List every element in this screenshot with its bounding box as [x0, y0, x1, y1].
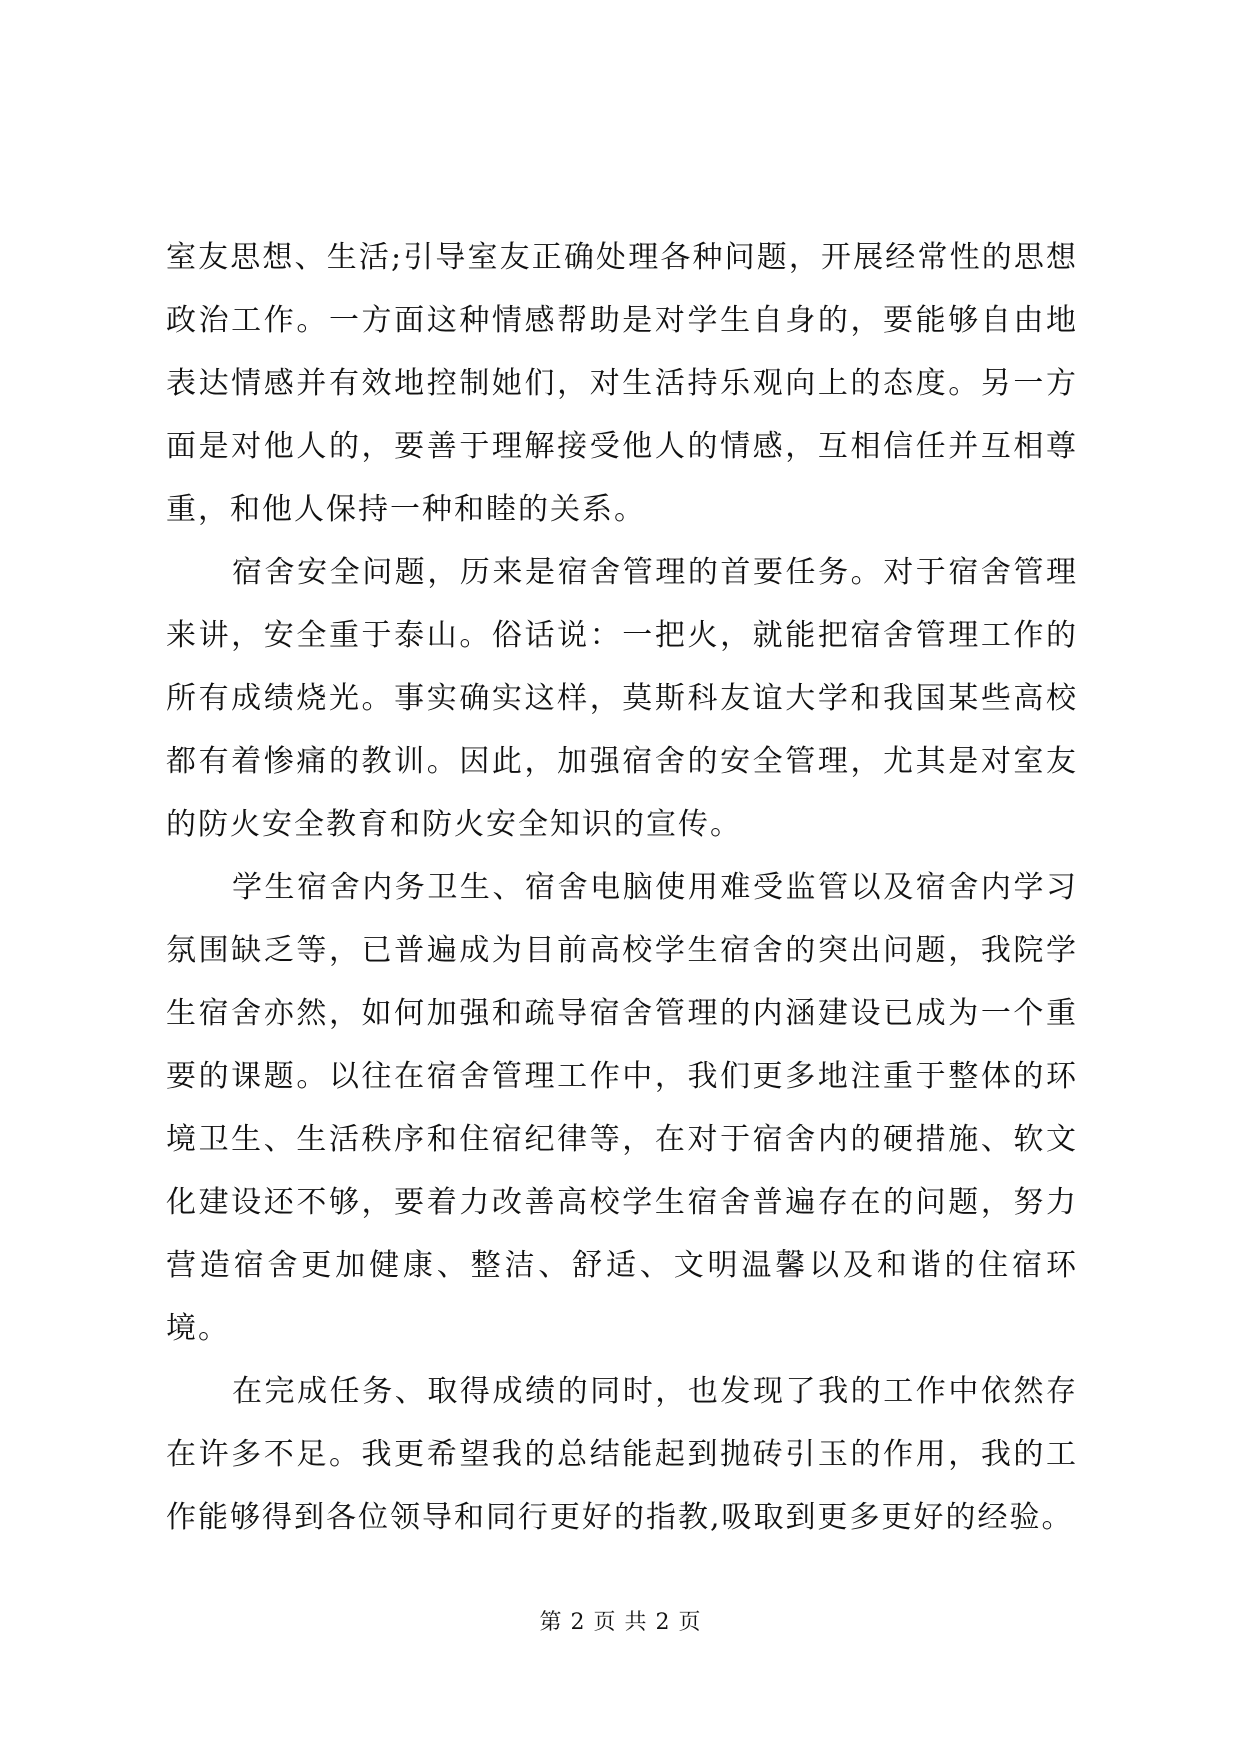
paragraph-1: 室友思想、生活;引导室友正确处理各种问题，开展经常性的思想政治工作。一方面这种情感帮助是对学生自身的，要能够自由地表达情感并有效地控制她们，对生活持乐观向上的态度。另一方面是对他人的，要善于理解接受他人的情感，互相信任并互相尊重，和他人保持一种和睦的关系。	[166, 240, 1078, 527]
paragraph-3: 学生宿舍内务卫生、宿舍电脑使用难受监管以及宿舍内学习氛围缺乏等，已普遍成为目前高校学生宿舍的突出问题，我院学生宿舍亦然，如何加强和疏导宿舍管理的内涵建设已成为一个重要的课题。以往在宿舍管理工作中，我们更多地注重于整体的环境卫生、生活秩序和住宿纪律等，在对于宿舍内的硬措施、软文化建设还不够，要着力改善高校学生宿舍普遍存在的问题，努力营造宿舍更加健康、整洁、舒适、文明温馨以及和谐的住宿环境。	[166, 870, 1078, 1346]
page-footer: 第 2 页 共 2 页	[539, 1610, 702, 1635]
paragraph-4: 在完成任务、取得成绩的同时，也发现了我的工作中依然存在许多不足。我更希望我的总结能起到抛砖引玉的作用，我的工作能够得到各位领导和同行更好的指教,吸取到更多更好的经验。	[166, 1374, 1078, 1535]
document-body	[166, 226, 1078, 1549]
paragraph-2: 宿舍安全问题，历来是宿舍管理的首要任务。对于宿舍管理来讲，安全重于泰山。俗话说：一把火，就能把宿舍管理工作的所有成绩烧光。事实确实这样，莫斯科友谊大学和我国某些高校都有着惨痛的教训。因此，加强宿舍的安全管理，尤其是对室友的防火安全教育和防火安全知识的宣传。	[166, 555, 1078, 842]
